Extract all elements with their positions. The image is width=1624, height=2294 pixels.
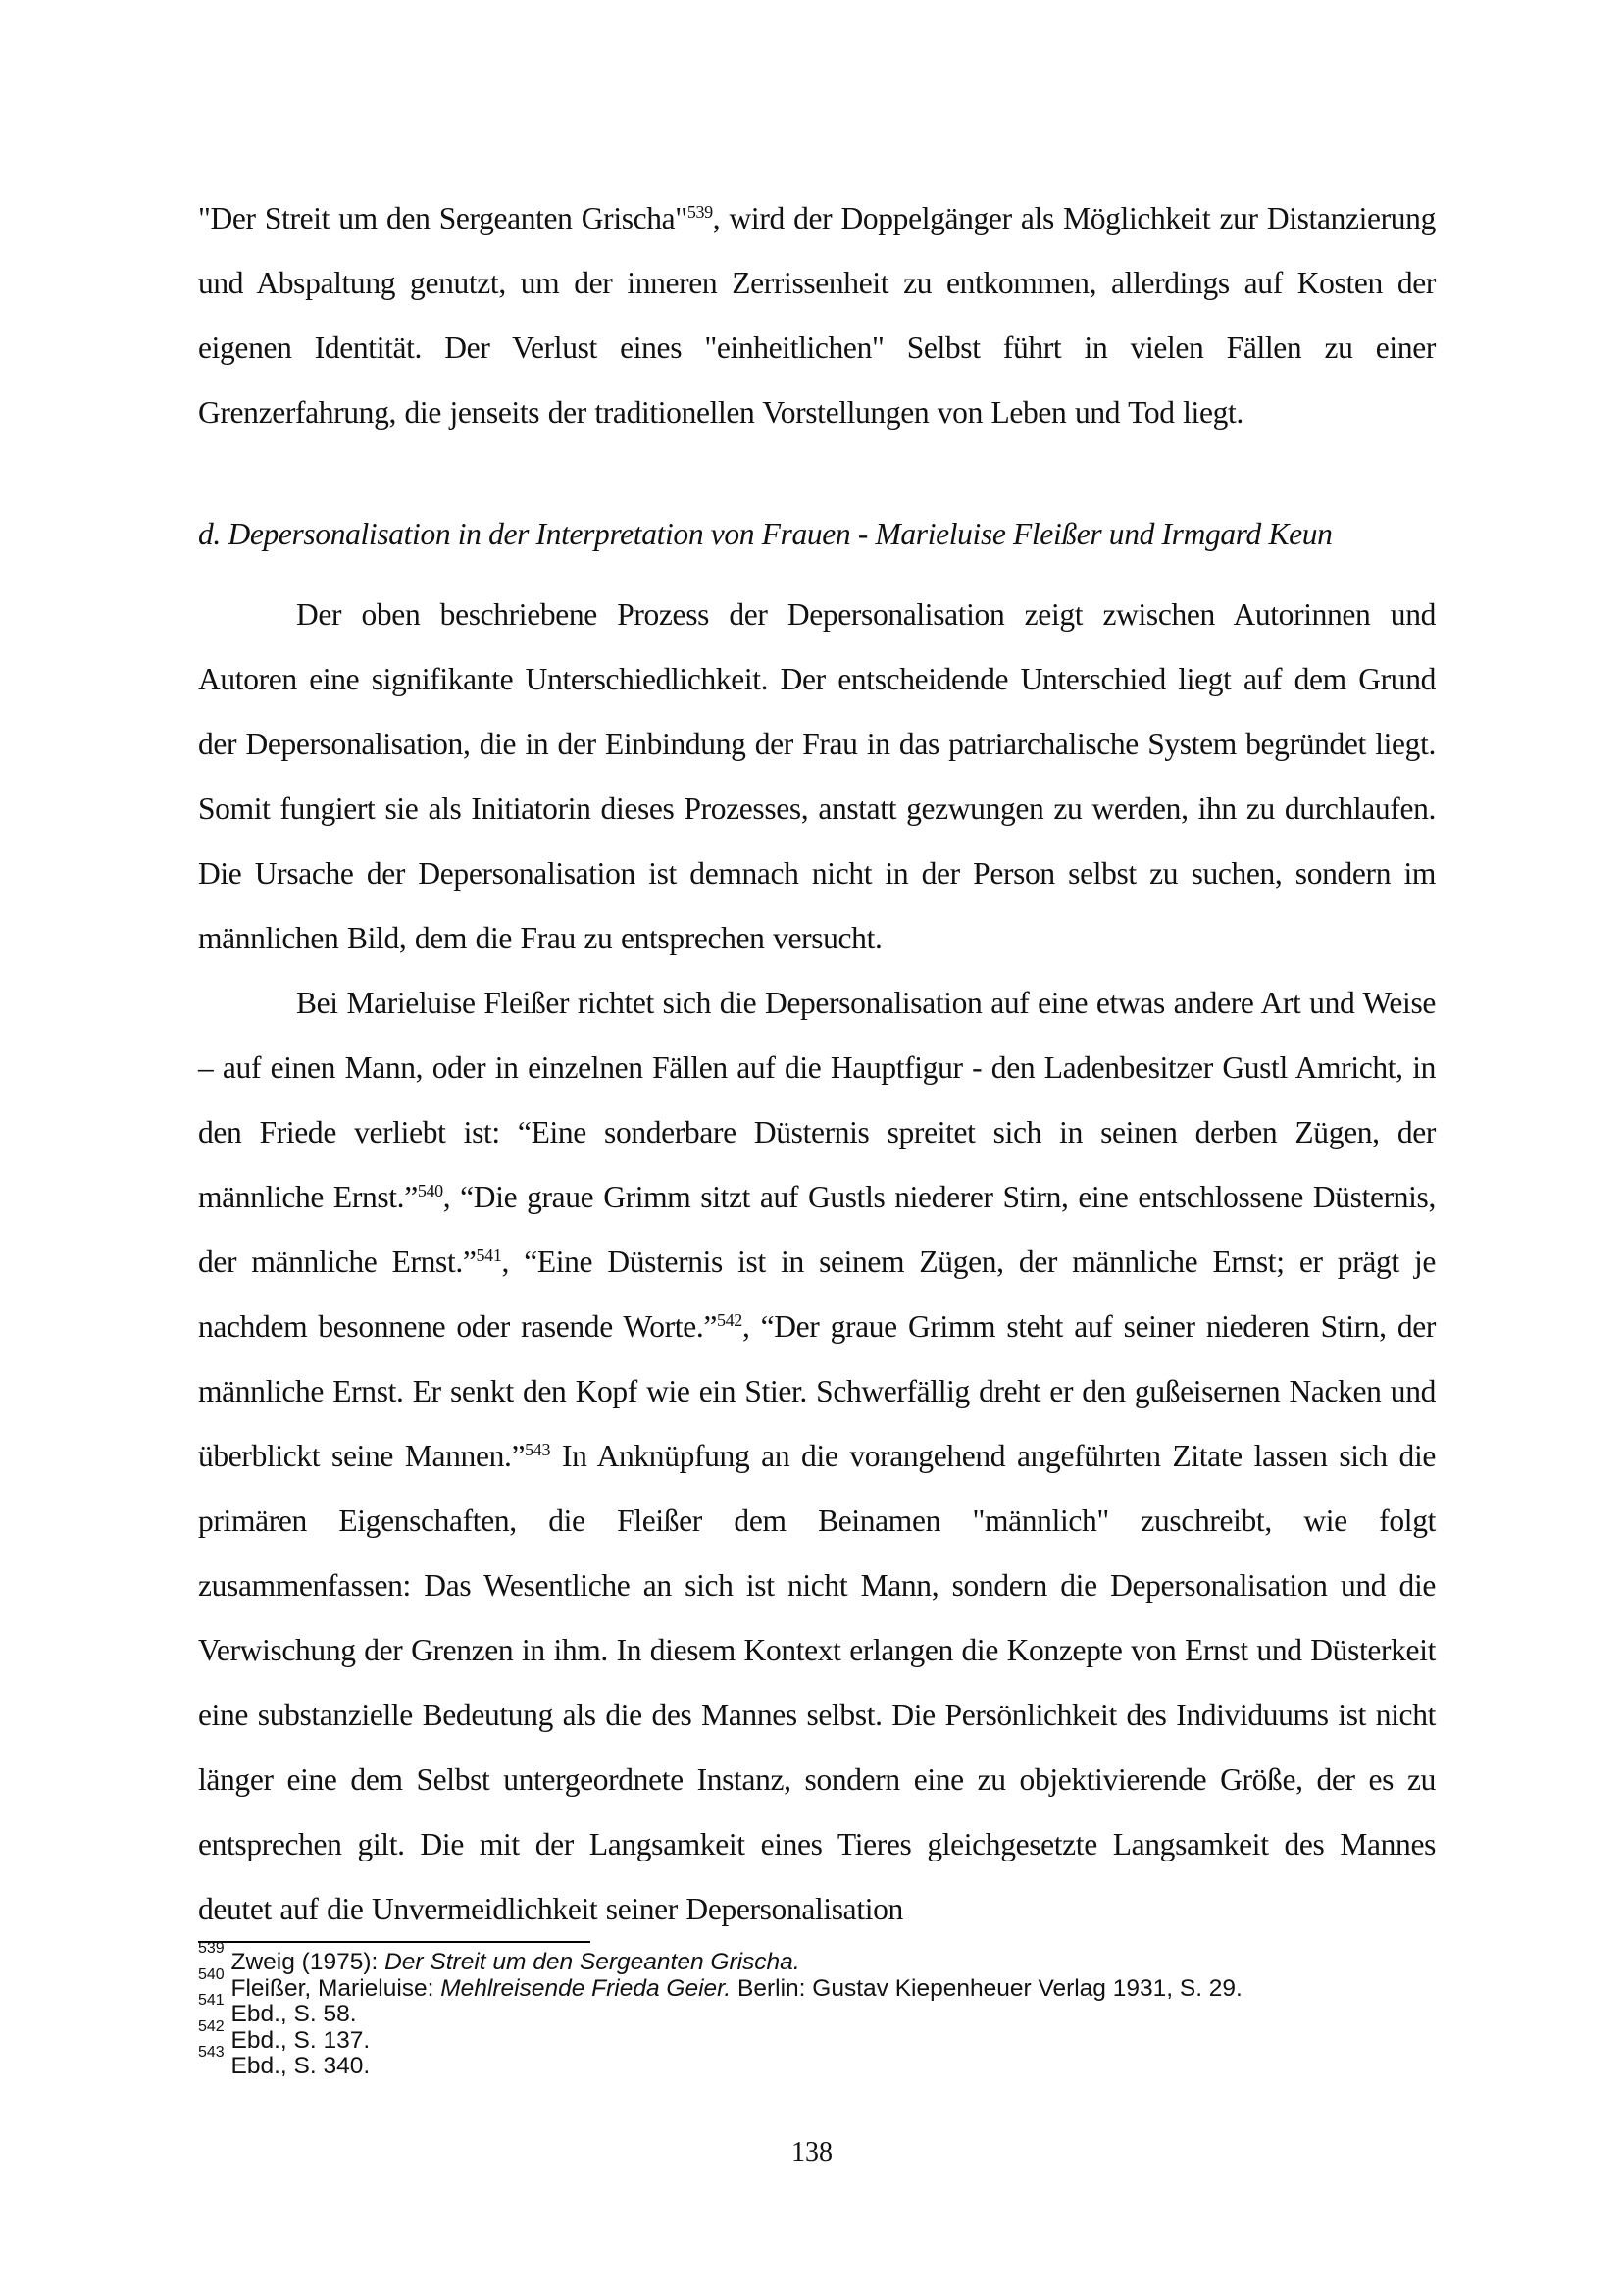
body-text xyxy=(198,583,1436,1942)
paragraph-text: "Der Streit um den Sergeanten Grischa" xyxy=(198,201,687,235)
page-number: 138 xyxy=(791,2137,833,2167)
paragraph-text: Bei Marieluise Fleißer richtet sich die Depersonalisation auf eine etwas andere Art und Weise – auf einen Mann, oder in einzelnen Fällen auf die Hauptfigur - den Ladenbesitzer Gustl Amricht, in den Friede verliebt ist: “Eine sonderbare Düsternis spreitet sich in seinen derben Zügen, der männliche Ernst.” xyxy=(198,986,1436,1214)
footnote-reference[interactable]: 540 xyxy=(417,1180,443,1200)
footnote-number: 540 xyxy=(198,1965,225,1983)
footnote-number: 539 xyxy=(198,1940,225,1957)
footnote-reference[interactable]: 542 xyxy=(717,1309,742,1330)
footnote xyxy=(198,1940,1473,1976)
footnote-reference[interactable]: 543 xyxy=(525,1439,551,1459)
paragraph-text: , “Der graue Grimm steht auf seiner niederen Stirn, der männliche Ernst. Er senkt den Kopf wie ein Stier. Schwerfällig dreht er den gußeisernen Nacken und überblickt seine Mannen.” xyxy=(198,1309,1436,1473)
footnote-reference[interactable]: 541 xyxy=(476,1245,502,1265)
footnote xyxy=(198,1965,1473,2003)
footnote-title: Mehlreisende Frieda Geier. xyxy=(440,1974,732,2002)
footnote-separator xyxy=(198,1941,590,1943)
paragraph: Der oben beschriebene Prozess der Depersonalisation zeigt zwischen Autorinnen und Autoren eine signifikante Unterschiedlichkeit. Der entscheidende Unterschied liegt auf dem Grund der Depersonalisation, die in der Einbindung der Frau in das patriarchalische System begründet liegt. Somit fungiert sie als Initiatorin dieses Prozesses, anstatt gezwungen zu werden, ihn zu durchlaufen. Die Ursache der Depersonalisation ist demnach nicht in der Person selbst zu suchen, sondern im männlichen Bild, dem die Frau zu entsprechen versucht. xyxy=(198,597,1436,955)
footnote-number: 542 xyxy=(198,2017,225,2035)
paragraph-text: , wird der Doppelgänger als Möglichkeit zur Distanzierung und Abspaltung genutzt, um der inneren Zerrissenheit zu entkommen, allerdings auf Kosten der eigenen Identität. Der Verlust eines "einheitlichen" Selbst führt in vielen Fällen zu einer Grenzerfahrung, die jenseits der traditionellen Vorstellungen von Leben und Tod liegt. xyxy=(198,201,1436,430)
footnote xyxy=(198,1992,1473,2028)
paragraph-text: , “Die graue Grimm sitzt auf Gustls niederer Stirn, eine entschlossene Düsternis, der männliche Ernst.” xyxy=(198,1180,1436,1279)
footnote-text: Zweig (1975): xyxy=(224,1949,385,1975)
footnote-text: Fleißer, Marieluise: xyxy=(224,1974,441,2002)
footnote-number: 543 xyxy=(198,2044,225,2061)
footnote xyxy=(198,2017,1473,2055)
footnote-text: Ebd., S. 340. xyxy=(224,2053,371,2079)
paragraph xyxy=(198,971,1436,1942)
footnote-text: Ebd., S. 58. xyxy=(224,2001,357,2027)
paragraph-text: In Anknüpfung an die vorangehend angeführten Zitate lassen sich die primären Eigenschaften, die Fleißer dem Beinamen "männlich" zuschreibt, wie folgt zusammenfassen: Das Wesentliche an sich ist nicht Mann, sondern die Depersonalisation und die Verwischung der Grenzen in ihm. In diesem Kontext erlangen die Konzepte von Ernst und Düsterkeit eine substanzielle Bedeutung als die des Mannes selbst. Die Persönlichkeit des Individuums ist nicht länger eine dem Selbst untergeordnete Instanz, sondern eine zu objektivierende Größe, der es zu entsprechen gilt. Die mit der Langsamkeit eines Tieres gleichgesetzte Langsamkeit des Mannes deutet auf die Unvermeidlichkeit seiner Depersonalisation xyxy=(198,1439,1436,1926)
continued-paragraph xyxy=(198,186,1436,445)
footnote-title: Der Streit um den Sergeanten Grischa. xyxy=(384,1949,800,1975)
footnote-text: Ebd., S. 137. xyxy=(224,2026,371,2054)
section-heading: d. Depersonalisation in der Interpretation von Frauen - Marieluise Fleißer und Irmgard Keun xyxy=(198,517,1333,551)
footnote-text: Berlin: Gustav Kiepenheuer Verlag 1931, S. 29. xyxy=(731,1974,1243,2002)
footnote xyxy=(198,2044,1473,2080)
footnote-number: 541 xyxy=(198,1992,225,2009)
paragraph xyxy=(198,186,1436,445)
paragraph-text: , “Eine Düsternis ist in seinem Zügen, der männliche Ernst; er prägt je nachdem besonnene oder rasende Worte.” xyxy=(198,1245,1436,1344)
footnote-reference[interactable]: 539 xyxy=(686,201,713,222)
footnotes xyxy=(198,1940,1473,2080)
